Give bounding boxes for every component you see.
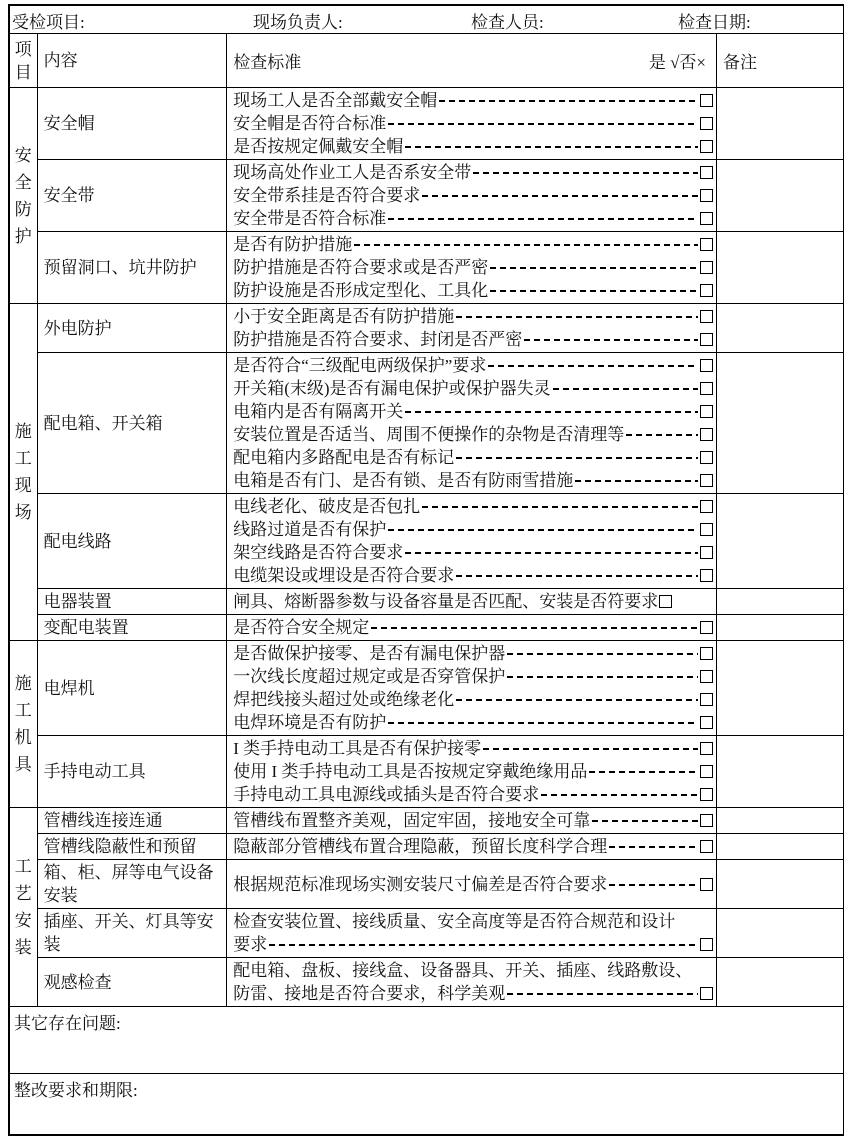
- dash-leader: [553, 377, 698, 400]
- standard-line: [233, 377, 713, 400]
- category-label: 工艺安装: [14, 857, 32, 957]
- checklist-row: [9, 615, 844, 641]
- standard-line: [233, 354, 713, 377]
- standard-text: 线路过道是否有保护: [233, 520, 387, 539]
- checkbox[interactable]: [700, 428, 713, 441]
- checkbox[interactable]: [700, 238, 713, 251]
- standards-cell: [227, 615, 717, 641]
- content-label: 观感检查: [37, 958, 227, 1007]
- checkbox[interactable]: [700, 523, 713, 536]
- standard-line: [233, 910, 713, 933]
- content-label: 配电线路: [37, 494, 227, 589]
- standard-line: [233, 89, 713, 112]
- checklist-row: [9, 641, 844, 736]
- category-cell: [9, 304, 37, 641]
- column-header-row: [9, 34, 844, 88]
- dash-leader: [456, 305, 698, 328]
- column-header-item-label: 项目: [14, 39, 32, 82]
- field-inspector-label: 检查人员:: [471, 13, 544, 32]
- standard-line: [233, 161, 713, 184]
- standard-text: 使用 I 类手持电动工具是否按规定穿戴绝缘用品: [233, 762, 588, 781]
- standard-line: [233, 737, 713, 760]
- checkbox[interactable]: [700, 333, 713, 346]
- standard-text: 是否符合安全规定: [233, 618, 370, 637]
- checkbox[interactable]: [700, 359, 713, 372]
- dash-leader: [439, 89, 698, 112]
- checkbox[interactable]: [700, 765, 713, 778]
- content-label: 电器装置: [37, 589, 227, 615]
- standard-text: 配电箱内多路配电是否有标记: [233, 448, 455, 467]
- standard-text: 防护设施是否形成定型化、工具化: [233, 281, 489, 300]
- remark-cell: [717, 88, 844, 160]
- remark-cell: [717, 615, 844, 641]
- remark-cell: [717, 736, 844, 808]
- remark-cell: [717, 958, 844, 1007]
- standard-line: [233, 135, 713, 158]
- checkbox[interactable]: [700, 546, 713, 559]
- standard-line: [233, 809, 713, 832]
- standards-cell: [227, 88, 717, 160]
- checkbox[interactable]: [659, 595, 672, 608]
- standard-line: [233, 688, 713, 711]
- remark-cell: [717, 353, 844, 494]
- checkbox[interactable]: [700, 647, 713, 660]
- standard-text: 安装位置是否适当、周围不便操作的杂物是否清理等: [233, 425, 625, 444]
- category-cell: [9, 88, 37, 304]
- dash-leader: [456, 564, 698, 587]
- checkbox[interactable]: [700, 716, 713, 729]
- dash-leader: [371, 616, 698, 639]
- content-label: 手持电动工具: [37, 736, 227, 808]
- standard-line: [233, 835, 713, 858]
- checkbox[interactable]: [700, 212, 713, 225]
- dash-leader: [589, 760, 698, 783]
- checkbox[interactable]: [700, 693, 713, 706]
- dash-leader: [483, 737, 698, 760]
- standard-line: [233, 184, 713, 207]
- checkbox[interactable]: [700, 500, 713, 513]
- standard-text: 安全帽是否符合标准: [233, 114, 387, 133]
- checklist-table: [8, 4, 844, 1136]
- dash-leader: [388, 207, 698, 230]
- dash-leader: [490, 279, 698, 302]
- checkbox[interactable]: [700, 189, 713, 202]
- checkbox[interactable]: [700, 261, 713, 274]
- category-label: 安全防护: [14, 145, 32, 246]
- standard-text: 现场高处作业工人是否系安全带: [233, 163, 472, 182]
- standards-cell: [227, 353, 717, 494]
- standard-line: [233, 256, 713, 279]
- checklist-row: [9, 304, 844, 353]
- standard-text: 防雷、接地是否符合要求，科学美观: [233, 984, 506, 1003]
- category-label: 施工现场: [14, 422, 32, 522]
- dash-leader: [473, 161, 698, 184]
- checkbox[interactable]: [700, 284, 713, 297]
- column-header-standard-label: 检查标准: [233, 53, 302, 72]
- standard-text: 隐蔽部分管槽线布置合理隐蔽，预留长度科学合理: [233, 837, 608, 856]
- standard-line: [233, 328, 713, 351]
- checklist-row: [9, 834, 844, 860]
- dash-leader: [388, 518, 698, 541]
- checkbox[interactable]: [700, 840, 713, 853]
- content-label: 管槽线隐蔽性和预留: [37, 834, 227, 860]
- standard-line: [233, 564, 713, 587]
- standard-line: [233, 711, 713, 734]
- other-problems-row: [9, 1007, 844, 1074]
- checklist-row: [9, 353, 844, 494]
- standard-line: [233, 495, 713, 518]
- yes-no-legend: 是 √否×: [648, 53, 707, 72]
- standard-line: [233, 760, 713, 783]
- standard-text: 电焊环境是否有防护: [233, 713, 387, 732]
- checkbox[interactable]: [700, 788, 713, 801]
- standard-text: 配电箱、盘板、接线盒、设备器具、开关、插座、线路敷设、: [233, 961, 693, 980]
- remark-cell: [717, 909, 844, 958]
- standard-text: 闸具、熔断器参数与设备容量是否匹配、安装是否符要求: [233, 592, 659, 611]
- standard-line: [233, 233, 713, 256]
- standard-text: 是否符合“三级配电两级保护”要求: [233, 356, 487, 375]
- category-cell: [9, 641, 37, 808]
- standard-line: [233, 469, 713, 492]
- standard-line: [233, 400, 713, 423]
- standards-cell: [227, 494, 717, 589]
- dash-leader: [507, 642, 698, 665]
- checkbox[interactable]: [700, 94, 713, 107]
- content-label: 箱、柜、屏等电气设备安装: [37, 860, 227, 909]
- standard-text: 防护措施是否符合要求或是否严密: [233, 258, 489, 277]
- checklist-row: [9, 860, 844, 909]
- remark-cell: [717, 834, 844, 860]
- standard-line: [233, 982, 713, 1005]
- field-inspected-project-label: 受检项目:: [12, 13, 85, 32]
- category-cell: [9, 808, 37, 1007]
- standard-line: [233, 279, 713, 302]
- remark-cell: [717, 589, 844, 615]
- content-label: 外电防护: [37, 304, 227, 353]
- dash-leader: [269, 933, 698, 956]
- standards-cell: [227, 808, 717, 834]
- standard-text: 是否有防护措施: [233, 235, 353, 254]
- checklist-row: [9, 589, 844, 615]
- standard-line: [233, 446, 713, 469]
- content-label: 变配电装置: [37, 615, 227, 641]
- standards-cell: [227, 860, 717, 909]
- checklist-row: [9, 232, 844, 304]
- standard-text: 防护措施是否符合要求、封闭是否严密: [233, 330, 523, 349]
- dash-leader: [405, 135, 698, 158]
- content-label: 插座、开关、灯具等安装: [37, 909, 227, 958]
- standards-cell: [227, 909, 717, 958]
- column-header-standard: [227, 34, 717, 88]
- standard-text: 架空线路是否符合要求: [233, 543, 404, 562]
- checkbox[interactable]: [700, 938, 713, 951]
- standard-text: 小于安全距离是否有防护措施: [233, 307, 455, 326]
- other-problems-label: 其它存在问题:: [9, 1007, 844, 1074]
- standard-text: 电箱内是否有隔离开关: [233, 402, 404, 421]
- remark-cell: [717, 160, 844, 232]
- standards-cell: [227, 304, 717, 353]
- column-header-content: 内容: [37, 34, 227, 88]
- standard-text: I 类手持电动工具是否有保护接零: [233, 739, 482, 758]
- checkbox[interactable]: [700, 814, 713, 827]
- checkbox[interactable]: [700, 451, 713, 464]
- dash-leader: [541, 783, 698, 806]
- standard-text: 根据规范标准现场实测安装尺寸偏差是否符合要求: [233, 874, 608, 894]
- dash-leader: [575, 469, 698, 492]
- remark-cell: [717, 494, 844, 589]
- checkbox[interactable]: [700, 987, 713, 1000]
- standard-line: [233, 873, 713, 896]
- dash-leader: [456, 446, 698, 469]
- checkbox[interactable]: [700, 117, 713, 130]
- standards-cell: [227, 834, 717, 860]
- standard-text: 手持电动工具电源线或插头是否符合要求: [233, 785, 540, 804]
- standards-cell: [227, 736, 717, 808]
- dash-leader: [456, 688, 698, 711]
- content-label: 管槽线连接连通: [37, 808, 227, 834]
- category-label: 施工机具: [14, 674, 32, 774]
- dash-leader: [422, 495, 698, 518]
- standard-line: [233, 642, 713, 665]
- dash-leader: [405, 541, 698, 564]
- checkbox[interactable]: [700, 621, 713, 634]
- checkbox[interactable]: [700, 382, 713, 395]
- standard-line: [233, 423, 713, 446]
- standard-line: [233, 112, 713, 135]
- checkbox[interactable]: [700, 878, 713, 891]
- checklist-row: [9, 494, 844, 589]
- column-header-item: [9, 34, 37, 88]
- checklist-row: [9, 736, 844, 808]
- standard-line: [233, 541, 713, 564]
- dash-leader: [354, 233, 698, 256]
- standard-text: 安全带是否符合标准: [233, 209, 387, 228]
- content-label: 安全带: [37, 160, 227, 232]
- content-label: 安全帽: [37, 88, 227, 160]
- field-inspection-date-label: 检查日期:: [678, 13, 751, 32]
- dash-leader: [388, 711, 698, 734]
- checklist-row: [9, 958, 844, 1007]
- checkbox[interactable]: [700, 670, 713, 683]
- dash-leader: [592, 809, 698, 832]
- standard-text: 一次线长度超过规定或是否穿管保护: [233, 667, 506, 686]
- standard-text: 电线老化、破皮是否包扎: [233, 497, 421, 516]
- standards-cell: [227, 641, 717, 736]
- rectification-row: [9, 1074, 844, 1136]
- standard-line: [233, 665, 713, 688]
- remark-cell: [717, 860, 844, 909]
- dash-leader: [388, 112, 698, 135]
- dash-leader: [490, 256, 698, 279]
- standard-line: [233, 207, 713, 230]
- standards-cell: [227, 160, 717, 232]
- checkbox[interactable]: [700, 742, 713, 755]
- remark-cell: [717, 232, 844, 304]
- standards-cell: [227, 589, 717, 615]
- checkbox[interactable]: [700, 405, 713, 418]
- standard-text: 电箱是否有门、是否有锁、是否有防雨雪措施: [233, 471, 574, 490]
- standard-line: [233, 933, 713, 956]
- standard-text: 安全带系挂是否符合要求: [233, 186, 421, 205]
- checkbox[interactable]: [700, 166, 713, 179]
- checkbox[interactable]: [700, 140, 713, 153]
- standard-text: 要求: [233, 935, 268, 954]
- checkbox[interactable]: [700, 310, 713, 323]
- dash-leader: [488, 354, 698, 377]
- field-site-manager-label: 现场负责人:: [253, 13, 343, 32]
- checkbox[interactable]: [700, 569, 713, 582]
- dash-leader: [524, 328, 698, 351]
- standard-text: 管槽线布置整齐美观，固定牢固，接地安全可靠: [233, 811, 591, 830]
- column-header-remark: 备注: [717, 34, 844, 88]
- content-label: 电焊机: [37, 641, 227, 736]
- dash-leader: [609, 835, 698, 858]
- content-label: 配电箱、开关箱: [37, 353, 227, 494]
- standard-text: 是否做保护接零、是否有漏电保护器: [233, 644, 506, 663]
- rectification-label: 整改要求和期限:: [9, 1074, 844, 1136]
- remark-cell: [717, 641, 844, 736]
- info-cell: [9, 5, 844, 34]
- standard-text: 焊把线接头超过处或绝缘老化: [233, 690, 455, 709]
- standard-text: 开关箱(末级)是否有漏电保护或保护器失灵: [233, 379, 551, 398]
- checklist-row: [9, 909, 844, 958]
- standard-line: [233, 518, 713, 541]
- dash-leader: [507, 665, 698, 688]
- checklist-row: [9, 160, 844, 232]
- standards-cell: [227, 958, 717, 1007]
- dash-leader: [609, 873, 698, 896]
- standard-text: 检查安装位置、接线质量、安全高度等是否符合规范和设计: [233, 912, 676, 931]
- standard-line: [233, 305, 713, 328]
- checklist-row: [9, 88, 844, 160]
- standard-text: 是否按规定佩戴安全帽: [233, 137, 404, 156]
- remark-cell: [717, 304, 844, 353]
- checklist-row: [9, 808, 844, 834]
- standards-cell: [227, 232, 717, 304]
- dash-leader: [422, 184, 698, 207]
- standard-text: 电缆架设或埋设是否符合要求: [233, 566, 455, 585]
- dash-leader: [405, 400, 698, 423]
- checkbox[interactable]: [700, 474, 713, 487]
- standard-line: [233, 783, 713, 806]
- dash-leader: [507, 982, 698, 1005]
- info-row: [9, 5, 844, 34]
- content-label: 预留洞口、坑井防护: [37, 232, 227, 304]
- remark-cell: [717, 808, 844, 834]
- standard-text: 现场工人是否全部戴安全帽: [233, 91, 438, 110]
- standard-line: [233, 590, 713, 613]
- dash-leader: [626, 423, 698, 446]
- standard-line: [233, 959, 713, 982]
- standard-line: [233, 616, 713, 639]
